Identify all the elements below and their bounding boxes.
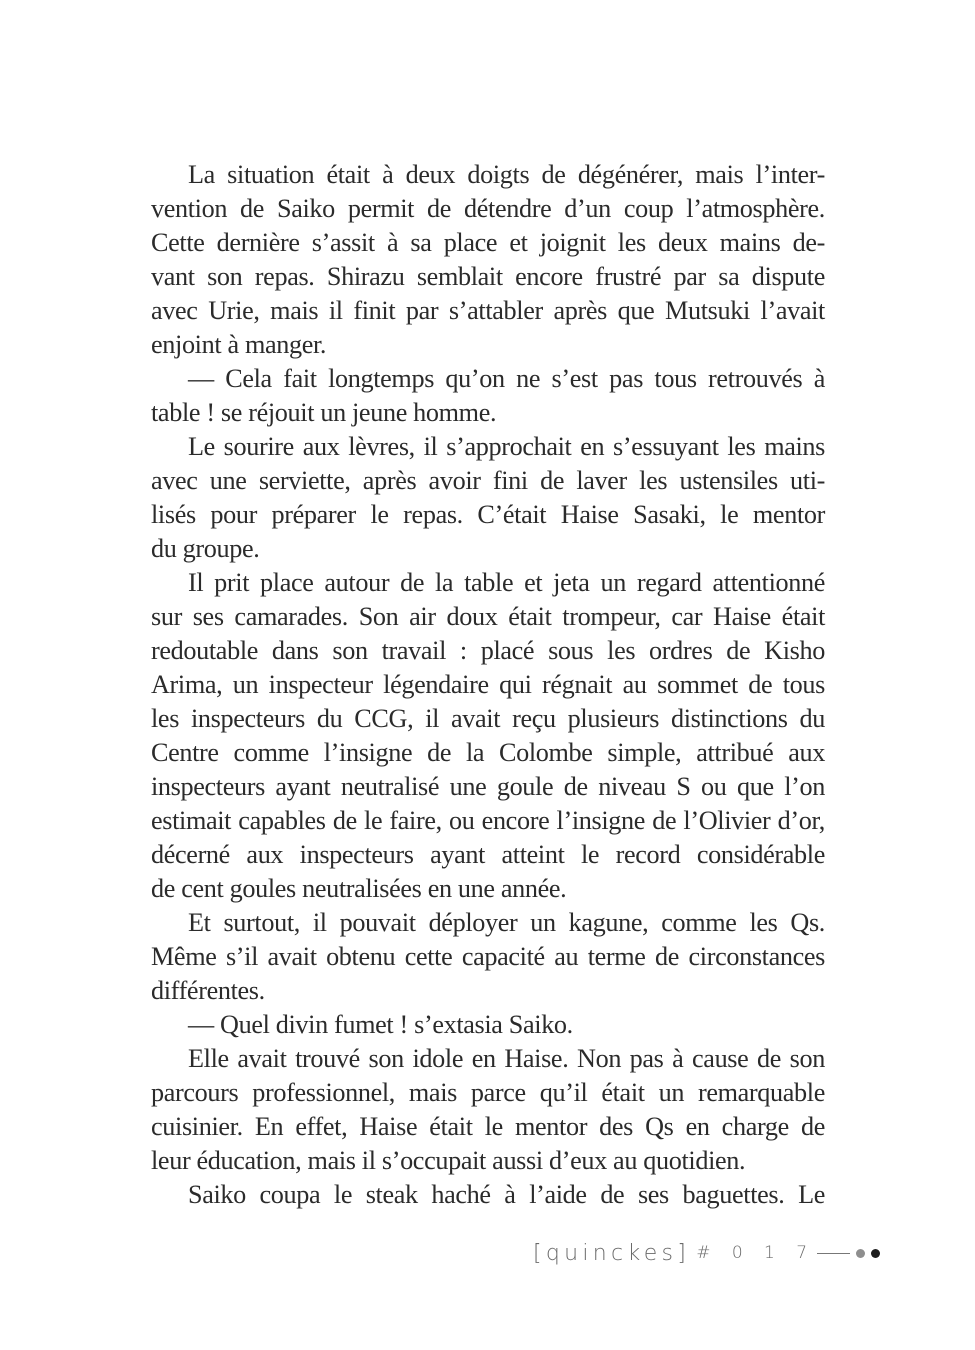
text-line: les inspecteurs du CCG, il avait reçu plusieurs distinctions du (151, 704, 825, 733)
page-footer (533, 1238, 880, 1268)
text-line: table ! se réjouit un jeune homme. (151, 398, 497, 427)
text-line: décerné aux inspecteurs ayant atteint le record considérable (151, 840, 825, 869)
text-line: inspecteurs ayant neutralisé une goule de niveau S ou que l’on (151, 772, 825, 801)
text-line: redoutable dans son travail : placé sous les ordres de Kisho (151, 636, 825, 665)
text-line: Même s’il avait obtenu cette capacité au terme de circonstances (151, 942, 825, 971)
text-line: Cette dernière s’assit à sa place et joignit les deux mains de- (151, 228, 825, 257)
text-line: du groupe. (151, 534, 260, 563)
text-line: différentes. (151, 976, 265, 1005)
paragraph (151, 158, 825, 362)
text-line: Centre comme l’insigne de la Colombe simple, attribué aux (151, 738, 825, 767)
text-line: estimait capables de le faire, ou encore l’insigne de l’Olivier d’or, (151, 806, 825, 835)
text-line: lisés pour préparer le repas. C’était Haise Sasaki, le mentor (151, 500, 825, 529)
text-line: cuisinier. En effet, Haise était le mentor des Qs en charge de (151, 1112, 825, 1141)
text-line: vention de Saiko permit de détendre d’un coup l’atmosphère. (151, 194, 825, 223)
text-line: sur ses camarades. Son air doux était trompeur, car Haise était (151, 602, 825, 631)
text-line: — Cela fait longtemps qu’on ne s’est pas tous retrouvés à (188, 364, 825, 393)
text-line: avec une serviette, après avoir fini de laver les ustensiles uti- (151, 466, 825, 495)
text-line: parcours professionnel, mais parce qu’il était un remarquable (151, 1078, 825, 1107)
text-line: avec Urie, mais il finit par s’attabler après que Mutsuki l’avait (151, 296, 825, 325)
series-title: [quinckes] (533, 1240, 691, 1266)
text-line: enjoint à manger. (151, 330, 327, 359)
paragraph (151, 1178, 825, 1212)
body-text (151, 158, 825, 1212)
footer-dot-grey-icon (856, 1249, 865, 1258)
paragraph (151, 1042, 825, 1178)
paragraph (151, 362, 825, 430)
paragraph (151, 430, 825, 566)
paragraph (151, 906, 825, 1008)
text-line: leur éducation, mais il s’occupait aussi d’eux au quotidien. (151, 1146, 746, 1175)
text-line: Saiko coupa le steak haché à l’aide de ses baguettes. Le (188, 1180, 825, 1209)
footer-rule (817, 1253, 850, 1254)
text-line: Elle avait trouvé son idole en Haise. Non pas à cause de son (188, 1044, 825, 1073)
text-line: Il prit place autour de la table et jeta un regard attentionné (188, 568, 825, 597)
text-line: de cent goules neutralisées en une année. (151, 874, 567, 903)
paragraph (151, 566, 825, 906)
page-number: # 0 1 7 (696, 1243, 816, 1263)
text-line: Et surtout, il pouvait déployer un kagune, comme les Qs. (188, 908, 825, 937)
text-line: — Quel divin fumet ! s’extasia Saiko. (188, 1010, 573, 1039)
paragraph (151, 1008, 825, 1042)
text-line: Arima, un inspecteur légendaire qui régnait au sommet de tous (151, 670, 825, 699)
text-line: vant son repas. Shirazu semblait encore frustré par sa dispute (151, 262, 825, 291)
text-line: La situation était à deux doigts de dégénérer, mais l’inter- (188, 160, 825, 189)
footer-dot-black-icon (871, 1249, 880, 1258)
text-line: Le sourire aux lèvres, il s’approchait en s’essuyant les mains (188, 432, 825, 461)
